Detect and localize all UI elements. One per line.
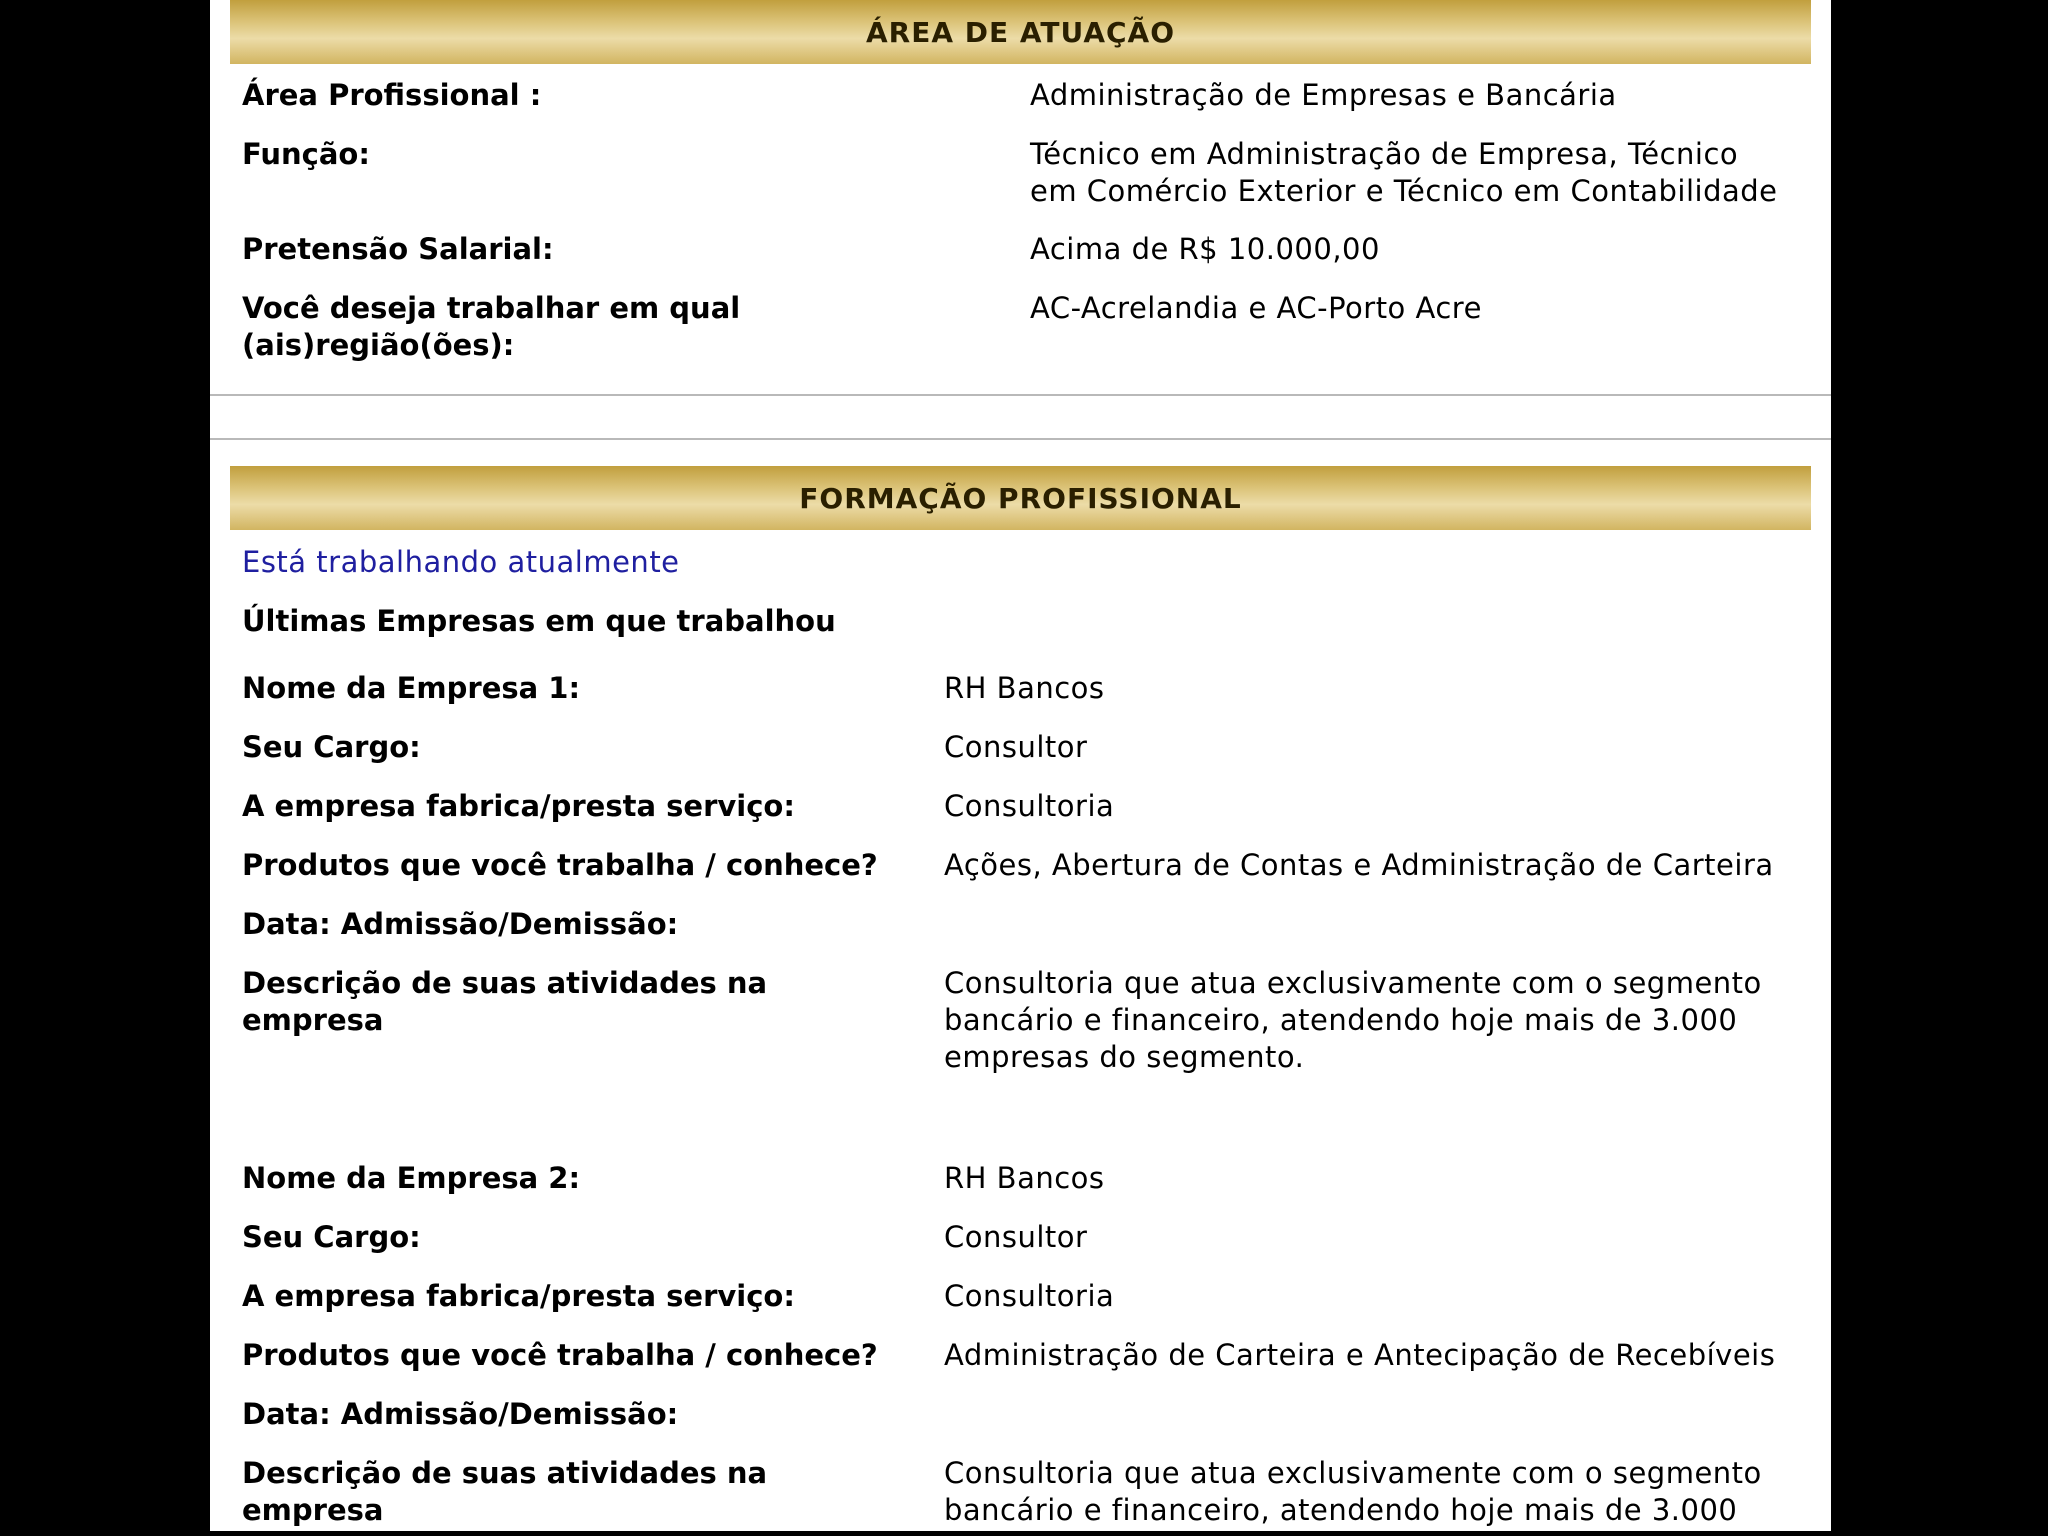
area-section-header bbox=[230, 0, 1811, 64]
field-label: Pretensão Salarial: bbox=[242, 232, 554, 266]
field-label: Seu Cargo: bbox=[242, 730, 421, 764]
field-label: Área Profissional : bbox=[242, 78, 542, 112]
field-value: Consultoria bbox=[944, 1279, 1115, 1313]
field-value: Técnico em Administração de Empresa, Técnico bbox=[1030, 137, 1739, 171]
status-link[interactable]: Está trabalhando atualmente bbox=[242, 545, 680, 579]
field-value: bancário e financeiro, atendendo hoje mais de 3.000 bbox=[944, 1003, 1738, 1037]
field-label: Você deseja trabalhar em qual bbox=[242, 291, 741, 325]
field-value: Consultoria que atua exclusivamente com o segmento bbox=[944, 1456, 1762, 1490]
field-value: em Comércio Exterior e Técnico em Contabilidade bbox=[1030, 174, 1778, 208]
field-label: Produtos que você trabalha / conhece? bbox=[242, 848, 878, 882]
field-label: Seu Cargo: bbox=[242, 1220, 421, 1254]
field-label: Data: Admissão/Demissão: bbox=[242, 1397, 679, 1431]
field-value: Administração de Empresas e Bancária bbox=[1030, 78, 1617, 112]
field-label: empresa bbox=[242, 1493, 384, 1527]
field-value: RH Bancos bbox=[944, 671, 1105, 705]
field-value: AC-Acrelandia e AC-Porto Acre bbox=[1030, 291, 1482, 325]
field-label: (ais)região(ões): bbox=[242, 328, 515, 362]
area-section-title: ÁREA DE ATUAÇÃO bbox=[865, 15, 1176, 49]
field-value: Consultor bbox=[944, 1220, 1088, 1254]
divider bbox=[210, 394, 1831, 396]
field-label: Nome da Empresa 2: bbox=[242, 1161, 581, 1195]
field-value: Consultor bbox=[944, 730, 1088, 764]
field-label: Produtos que você trabalha / conhece? bbox=[242, 1338, 878, 1372]
field-value: bancário e financeiro, atendendo hoje mais de 3.000 bbox=[944, 1493, 1738, 1527]
field-value: Consultoria bbox=[944, 789, 1115, 823]
field-value: empresas do segmento. bbox=[944, 1040, 1305, 1074]
field-label: Data: Admissão/Demissão: bbox=[242, 907, 679, 941]
field-value: RH Bancos bbox=[944, 1161, 1105, 1195]
field-value: Consultoria que atua exclusivamente com o segmento bbox=[944, 966, 1762, 1000]
field-label: Descrição de suas atividades na bbox=[242, 966, 768, 1000]
divider bbox=[210, 438, 1831, 440]
formacao-section-header bbox=[230, 466, 1811, 530]
field-label: Descrição de suas atividades na bbox=[242, 1456, 768, 1490]
companies-heading: Últimas Empresas em que trabalhou bbox=[242, 604, 836, 638]
resume-page bbox=[210, 0, 1831, 1531]
field-label: A empresa fabrica/presta serviço: bbox=[242, 1279, 795, 1313]
field-label: A empresa fabrica/presta serviço: bbox=[242, 789, 795, 823]
field-value: Ações, Abertura de Contas e Administração de Carteira bbox=[944, 848, 1774, 882]
field-value: Acima de R$ 10.000,00 bbox=[1030, 232, 1380, 266]
field-label: Função: bbox=[242, 137, 370, 171]
field-label: Nome da Empresa 1: bbox=[242, 671, 581, 705]
field-label: empresa bbox=[242, 1003, 384, 1037]
field-value: Administração de Carteira e Antecipação de Recebíveis bbox=[944, 1338, 1776, 1372]
formacao-section-title: FORMAÇÃO PROFISSIONAL bbox=[799, 481, 1242, 515]
